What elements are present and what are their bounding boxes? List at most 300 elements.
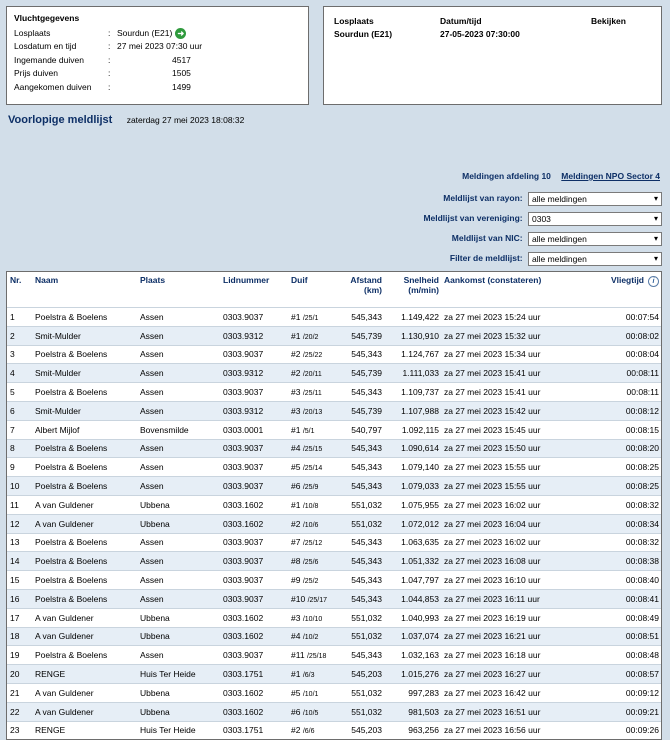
results-table <box>7 272 661 739</box>
cell-afstand: 545,343 <box>339 439 384 458</box>
flight-label: Ingemande duiven <box>14 54 84 65</box>
cell-plaats: Assen <box>137 646 220 665</box>
filter-nic-value: alle meldingen <box>532 234 587 244</box>
cell-aankomst: za 27 mei 2023 16:02 uur <box>441 495 571 514</box>
cell-duif <box>288 477 339 496</box>
cell-duif <box>288 383 339 402</box>
cell-duif <box>288 364 339 383</box>
duif-number: #2 <box>291 349 301 360</box>
cell-nr: 7 <box>7 420 32 439</box>
release-panel <box>323 6 662 105</box>
flight-row-losplaats <box>14 27 301 40</box>
cell-lidnummer: 0303.9037 <box>220 439 288 458</box>
cell-lidnummer: 0303.1751 <box>220 665 288 684</box>
cell-plaats: Bovensmilde <box>137 420 220 439</box>
table-row <box>7 683 661 702</box>
cell-afstand: 540,797 <box>339 420 384 439</box>
cell-duif <box>288 589 339 608</box>
table-row <box>7 608 661 627</box>
cell-aankomst: za 27 mei 2023 16:56 uur <box>441 721 571 739</box>
header-snelheid-unit: (m/min) <box>408 285 439 295</box>
flight-row-ingemande <box>14 54 301 67</box>
cell-vliegtijd: 00:08:49 <box>571 608 661 627</box>
flight-separator: : <box>108 41 111 52</box>
cell-lidnummer: 0303.9037 <box>220 345 288 364</box>
duif-number: #5 <box>291 687 301 698</box>
table-row <box>7 326 661 345</box>
cell-vliegtijd: 00:08:15 <box>571 420 661 439</box>
cell-aankomst: za 27 mei 2023 16:10 uur <box>441 571 571 590</box>
cell-afstand: 545,343 <box>339 552 384 571</box>
cell-vliegtijd: 00:08:34 <box>571 514 661 533</box>
header-snelheid-label: Snelheid <box>403 275 439 285</box>
duif-number: #2 <box>291 368 301 379</box>
cell-vliegtijd: 00:08:04 <box>571 345 661 364</box>
cell-aankomst: za 27 mei 2023 15:45 uur <box>441 420 571 439</box>
flight-row-aangekomen <box>14 81 301 94</box>
cell-snelheid: 1.090,614 <box>384 439 441 458</box>
meldingen-nav <box>462 171 660 181</box>
cell-nr: 5 <box>7 383 32 402</box>
duif-number: #10 <box>291 593 306 604</box>
cell-snelheid: 1.124,767 <box>384 345 441 364</box>
cell-nr: 8 <box>7 439 32 458</box>
cell-snelheid: 1.130,910 <box>384 326 441 345</box>
cell-duif <box>288 458 339 477</box>
cell-duif <box>288 646 339 665</box>
release-datum: 27-05-2023 07:30:00 <box>440 29 520 39</box>
filter-vereniging <box>423 212 662 227</box>
cell-lidnummer: 0303.0001 <box>220 420 288 439</box>
cell-nr: 18 <box>7 627 32 646</box>
cell-afstand: 545,739 <box>339 364 384 383</box>
cell-snelheid: 1.109,737 <box>384 383 441 402</box>
results-table-body <box>7 308 661 740</box>
cell-aankomst: za 27 mei 2023 15:42 uur <box>441 401 571 420</box>
table-row <box>7 308 661 327</box>
cell-vliegtijd: 00:08:11 <box>571 364 661 383</box>
cell-plaats: Assen <box>137 533 220 552</box>
cell-duif <box>288 308 339 327</box>
cell-snelheid: 1.063,635 <box>384 533 441 552</box>
duif-ring: /25/18 <box>306 653 327 661</box>
table-row <box>7 495 661 514</box>
table-row <box>7 514 661 533</box>
cell-snelheid: 1.092,115 <box>384 420 441 439</box>
header-plaats: Plaats <box>140 275 166 285</box>
cell-aankomst: za 27 mei 2023 15:50 uur <box>441 439 571 458</box>
cell-afstand: 545,343 <box>339 458 384 477</box>
cell-naam: Poelstra & Boelens <box>32 533 137 552</box>
cell-snelheid: 1.044,853 <box>384 589 441 608</box>
cell-vliegtijd: 00:08:41 <box>571 589 661 608</box>
flight-info-panel <box>6 6 309 105</box>
cell-lidnummer: 0303.9037 <box>220 589 288 608</box>
cell-naam: A van Guldener <box>32 627 137 646</box>
table-row <box>7 646 661 665</box>
table-row <box>7 589 661 608</box>
cell-vliegtijd: 00:08:25 <box>571 477 661 496</box>
cell-naam: Poelstra & Boelens <box>32 439 137 458</box>
cell-snelheid: 1.032,163 <box>384 646 441 665</box>
header-snelheid <box>384 272 441 308</box>
header-aankomst: Aankomst (constateren) <box>444 275 542 285</box>
table-row <box>7 439 661 458</box>
duif-ring: /10/6 <box>302 521 319 529</box>
header-vliegtijd-label: Vliegtijd <box>610 275 644 285</box>
flight-separator: : <box>108 54 111 65</box>
cell-plaats: Assen <box>137 308 220 327</box>
cell-lidnummer: 0303.9037 <box>220 458 288 477</box>
cell-nr: 10 <box>7 477 32 496</box>
table-row <box>7 627 661 646</box>
cell-duif <box>288 401 339 420</box>
duif-number: #2 <box>291 725 301 736</box>
cell-duif <box>288 514 339 533</box>
cell-plaats: Assen <box>137 439 220 458</box>
cell-afstand: 551,032 <box>339 627 384 646</box>
cell-nr: 21 <box>7 683 32 702</box>
filter-nic-select[interactable] <box>528 232 662 246</box>
table-row <box>7 665 661 684</box>
cell-lidnummer: 0303.9037 <box>220 308 288 327</box>
filter-meldlijst-select[interactable] <box>528 252 662 266</box>
cell-snelheid: 1.051,332 <box>384 552 441 571</box>
cell-lidnummer: 0303.9037 <box>220 383 288 402</box>
cell-nr: 15 <box>7 571 32 590</box>
duif-number: #3 <box>291 387 301 398</box>
cell-aankomst: za 27 mei 2023 15:41 uur <box>441 383 571 402</box>
flight-info-title: Vluchtgegevens <box>14 13 80 23</box>
table-row <box>7 702 661 721</box>
cell-snelheid: 1.072,012 <box>384 514 441 533</box>
cell-snelheid: 963,256 <box>384 721 441 739</box>
cell-afstand: 545,343 <box>339 477 384 496</box>
duif-ring: /25/14 <box>302 465 323 473</box>
cell-afstand: 545,343 <box>339 646 384 665</box>
flight-label: Losplaats <box>14 28 51 38</box>
header-lidnummer: Lidnummer <box>223 275 270 285</box>
cell-afstand: 551,032 <box>339 683 384 702</box>
duif-number: #1 <box>291 669 301 680</box>
table-row <box>7 533 661 552</box>
cell-afstand: 545,343 <box>339 308 384 327</box>
flight-separator: : <box>108 81 111 92</box>
duif-ring: /10/5 <box>302 709 319 717</box>
cell-aankomst: za 27 mei 2023 16:27 uur <box>441 665 571 684</box>
cell-lidnummer: 0303.9037 <box>220 646 288 665</box>
arrow-right-circle-icon[interactable]: ➜ <box>175 28 186 39</box>
filter-nic-label: Meldlijst van NIC: <box>451 233 523 244</box>
duif-number: #4 <box>291 443 301 454</box>
duif-ring: /25/12 <box>302 540 323 548</box>
cell-nr: 13 <box>7 533 32 552</box>
table-row <box>7 383 661 402</box>
cell-vliegtijd: 00:09:21 <box>571 702 661 721</box>
cell-naam: Poelstra & Boelens <box>32 571 137 590</box>
cell-vliegtijd: 00:08:57 <box>571 665 661 684</box>
cell-nr: 11 <box>7 495 32 514</box>
flight-label: Prijs duiven <box>14 68 58 79</box>
cell-nr: 1 <box>7 308 32 327</box>
duif-number: #11 <box>291 650 305 661</box>
cell-snelheid: 1.079,033 <box>384 477 441 496</box>
cell-aankomst: za 27 mei 2023 15:55 uur <box>441 477 571 496</box>
cell-snelheid: 997,283 <box>384 683 441 702</box>
cell-plaats: Assen <box>137 383 220 402</box>
cell-naam: Poelstra & Boelens <box>32 458 137 477</box>
filter-rayon-select[interactable] <box>528 192 662 206</box>
cell-afstand: 545,343 <box>339 345 384 364</box>
cell-snelheid: 1.111,033 <box>384 364 441 383</box>
table-row <box>7 420 661 439</box>
cell-afstand: 545,203 <box>339 721 384 739</box>
results-table-panel <box>6 271 662 740</box>
cell-plaats: Assen <box>137 326 220 345</box>
duif-ring: /10/2 <box>302 634 319 642</box>
duif-ring: /10/8 <box>302 502 319 510</box>
cell-plaats: Assen <box>137 401 220 420</box>
cell-duif <box>288 326 339 345</box>
cell-lidnummer: 0303.9037 <box>220 477 288 496</box>
release-col-bekijken: Bekijken <box>591 16 626 26</box>
filter-nic <box>452 232 662 247</box>
chevron-down-icon: ▾ <box>653 234 658 243</box>
filter-meldlijst-label: Filter de meldlijst: <box>449 253 523 264</box>
info-icon[interactable]: i <box>648 276 659 287</box>
cell-aankomst: za 27 mei 2023 16:21 uur <box>441 627 571 646</box>
cell-naam: Smit-Mulder <box>32 364 137 383</box>
cell-lidnummer: 0303.1602 <box>220 608 288 627</box>
filter-meldlijst <box>450 252 662 267</box>
duif-number: #8 <box>291 556 301 567</box>
cell-lidnummer: 0303.9312 <box>220 326 288 345</box>
cell-aankomst: za 27 mei 2023 16:51 uur <box>441 702 571 721</box>
cell-vliegtijd: 00:08:51 <box>571 627 661 646</box>
cell-naam: A van Guldener <box>32 683 137 702</box>
cell-aankomst: za 27 mei 2023 15:41 uur <box>441 364 571 383</box>
filter-vereniging-select[interactable] <box>528 212 662 226</box>
release-losplaats: Sourdun (E21) <box>334 29 393 39</box>
nav-link-npo-sector[interactable]: Meldingen NPO Sector 4 <box>561 171 660 181</box>
header-afstand <box>339 272 384 308</box>
flight-label: Aangekomen duiven <box>14 81 92 92</box>
duif-ring: /6/3 <box>302 672 315 680</box>
duif-ring: /25/1 <box>302 314 319 322</box>
cell-aankomst: za 27 mei 2023 15:24 uur <box>441 308 571 327</box>
duif-ring: /25/2 <box>302 578 319 586</box>
filter-vereniging-label: Meldlijst van vereniging: <box>423 213 523 224</box>
cell-plaats: Assen <box>137 364 220 383</box>
release-col-datum: Datum/tijd <box>440 16 482 26</box>
release-col-losplaats: Losplaats <box>334 16 374 26</box>
duif-number: #3 <box>291 612 301 623</box>
flight-value-ingemande: 4517 <box>172 54 191 65</box>
cell-naam: A van Guldener <box>32 608 137 627</box>
cell-vliegtijd: 00:08:20 <box>571 439 661 458</box>
cell-plaats: Ubbena <box>137 702 220 721</box>
cell-aankomst: za 27 mei 2023 15:32 uur <box>441 326 571 345</box>
duif-ring: /25/22 <box>302 352 323 360</box>
cell-plaats: Huis Ter Heide <box>137 721 220 739</box>
cell-naam: Poelstra & Boelens <box>32 383 137 402</box>
duif-number: #3 <box>291 405 301 416</box>
release-row[interactable] <box>334 28 651 41</box>
cell-vliegtijd: 00:08:40 <box>571 571 661 590</box>
cell-afstand: 545,343 <box>339 383 384 402</box>
cell-plaats: Assen <box>137 571 220 590</box>
cell-nr: 22 <box>7 702 32 721</box>
cell-lidnummer: 0303.1602 <box>220 702 288 721</box>
cell-snelheid: 1.079,140 <box>384 458 441 477</box>
table-row <box>7 364 661 383</box>
cell-naam: Albert Mijlof <box>32 420 137 439</box>
duif-ring: /25/17 <box>307 596 328 604</box>
duif-ring: /20/11 <box>302 371 322 379</box>
cell-naam: A van Guldener <box>32 702 137 721</box>
table-row <box>7 552 661 571</box>
cell-duif <box>288 721 339 739</box>
filter-meldlijst-value: alle meldingen <box>532 254 587 264</box>
cell-naam: A van Guldener <box>32 514 137 533</box>
cell-afstand: 545,739 <box>339 401 384 420</box>
cell-naam: A van Guldener <box>32 495 137 514</box>
cell-nr: 4 <box>7 364 32 383</box>
duif-ring: /25/15 <box>302 446 323 454</box>
duif-ring: /6/6 <box>302 728 315 736</box>
cell-nr: 23 <box>7 721 32 739</box>
flight-row-losdatum <box>14 40 301 53</box>
cell-aankomst: za 27 mei 2023 16:08 uur <box>441 552 571 571</box>
cell-snelheid: 1.107,988 <box>384 401 441 420</box>
duif-number: #5 <box>291 462 301 473</box>
cell-duif <box>288 608 339 627</box>
cell-aankomst: za 27 mei 2023 16:19 uur <box>441 608 571 627</box>
table-row <box>7 401 661 420</box>
cell-vliegtijd: 00:08:11 <box>571 383 661 402</box>
cell-naam: RENGE <box>32 721 137 739</box>
duif-ring: /10/10 <box>302 615 323 623</box>
flight-row-prijs <box>14 67 301 80</box>
cell-aankomst: za 27 mei 2023 15:55 uur <box>441 458 571 477</box>
duif-number: #4 <box>291 631 301 642</box>
duif-ring: /25/6 <box>302 559 319 567</box>
cell-vliegtijd: 00:09:26 <box>571 721 661 739</box>
cell-nr: 6 <box>7 401 32 420</box>
duif-number: #2 <box>291 518 301 529</box>
duif-ring: /5/1 <box>302 427 315 435</box>
release-header-row <box>334 15 651 28</box>
cell-naam: Poelstra & Boelens <box>32 477 137 496</box>
cell-nr: 3 <box>7 345 32 364</box>
cell-snelheid: 1.015,276 <box>384 665 441 684</box>
cell-nr: 12 <box>7 514 32 533</box>
cell-plaats: Ubbena <box>137 495 220 514</box>
cell-lidnummer: 0303.1602 <box>220 627 288 646</box>
filter-rayon-label: Meldlijst van rayon: <box>443 193 523 204</box>
duif-number: #1 <box>291 424 301 435</box>
cell-vliegtijd: 00:08:12 <box>571 401 661 420</box>
flight-value-aangekomen: 1499 <box>172 81 191 92</box>
cell-nr: 20 <box>7 665 32 684</box>
cell-plaats: Ubbena <box>137 514 220 533</box>
cell-nr: 19 <box>7 646 32 665</box>
cell-duif <box>288 571 339 590</box>
cell-duif <box>288 533 339 552</box>
chevron-down-icon: ▾ <box>653 194 658 203</box>
cell-naam: Smit-Mulder <box>32 326 137 345</box>
cell-aankomst: za 27 mei 2023 16:42 uur <box>441 683 571 702</box>
cell-aankomst: za 27 mei 2023 16:04 uur <box>441 514 571 533</box>
cell-plaats: Assen <box>137 345 220 364</box>
cell-aankomst: za 27 mei 2023 16:02 uur <box>441 533 571 552</box>
cell-lidnummer: 0303.1602 <box>220 683 288 702</box>
cell-afstand: 545,343 <box>339 589 384 608</box>
cell-duif <box>288 683 339 702</box>
chevron-down-icon: ▾ <box>653 254 658 263</box>
cell-naam: Poelstra & Boelens <box>32 646 137 665</box>
cell-aankomst: za 27 mei 2023 15:34 uur <box>441 345 571 364</box>
cell-naam: Smit-Mulder <box>32 401 137 420</box>
table-row <box>7 345 661 364</box>
cell-lidnummer: 0303.9037 <box>220 552 288 571</box>
cell-naam: Poelstra & Boelens <box>32 345 137 364</box>
duif-number: #6 <box>291 481 301 492</box>
cell-snelheid: 981,503 <box>384 702 441 721</box>
cell-vliegtijd: 00:08:25 <box>571 458 661 477</box>
cell-afstand: 545,203 <box>339 665 384 684</box>
cell-plaats: Assen <box>137 589 220 608</box>
cell-nr: 17 <box>7 608 32 627</box>
cell-lidnummer: 0303.1602 <box>220 514 288 533</box>
cell-lidnummer: 0303.1751 <box>220 721 288 739</box>
duif-ring: /20/13 <box>302 408 323 416</box>
cell-afstand: 551,032 <box>339 495 384 514</box>
table-header-row <box>7 272 661 308</box>
header-afstand-unit: (km) <box>364 285 382 295</box>
cell-naam: Poelstra & Boelens <box>32 308 137 327</box>
cell-nr: 2 <box>7 326 32 345</box>
cell-afstand: 551,032 <box>339 608 384 627</box>
header-vliegtijd <box>571 272 661 308</box>
cell-duif <box>288 702 339 721</box>
cell-plaats: Assen <box>137 477 220 496</box>
cell-naam: Poelstra & Boelens <box>32 552 137 571</box>
cell-afstand: 545,343 <box>339 533 384 552</box>
filter-rayon-value: alle meldingen <box>532 194 587 204</box>
cell-vliegtijd: 00:08:48 <box>571 646 661 665</box>
cell-snelheid: 1.075,955 <box>384 495 441 514</box>
cell-lidnummer: 0303.9037 <box>220 571 288 590</box>
cell-aankomst: za 27 mei 2023 16:11 uur <box>441 589 571 608</box>
header-nr: Nr. <box>10 275 22 285</box>
chevron-down-icon: ▾ <box>653 214 658 223</box>
cell-vliegtijd: 00:08:32 <box>571 533 661 552</box>
flight-separator: : <box>108 28 111 38</box>
cell-lidnummer: 0303.9312 <box>220 364 288 383</box>
cell-duif <box>288 439 339 458</box>
table-row <box>7 721 661 739</box>
table-row <box>7 458 661 477</box>
cell-plaats: Huis Ter Heide <box>137 665 220 684</box>
cell-vliegtijd: 00:08:02 <box>571 326 661 345</box>
cell-lidnummer: 0303.9312 <box>220 401 288 420</box>
cell-snelheid: 1.040,993 <box>384 608 441 627</box>
header-naam: Naam <box>35 275 59 285</box>
filter-vereniging-value: 0303 <box>532 214 551 224</box>
page-title-main: Voorlopige meldlijst <box>8 114 113 126</box>
flight-separator: : <box>108 68 111 79</box>
